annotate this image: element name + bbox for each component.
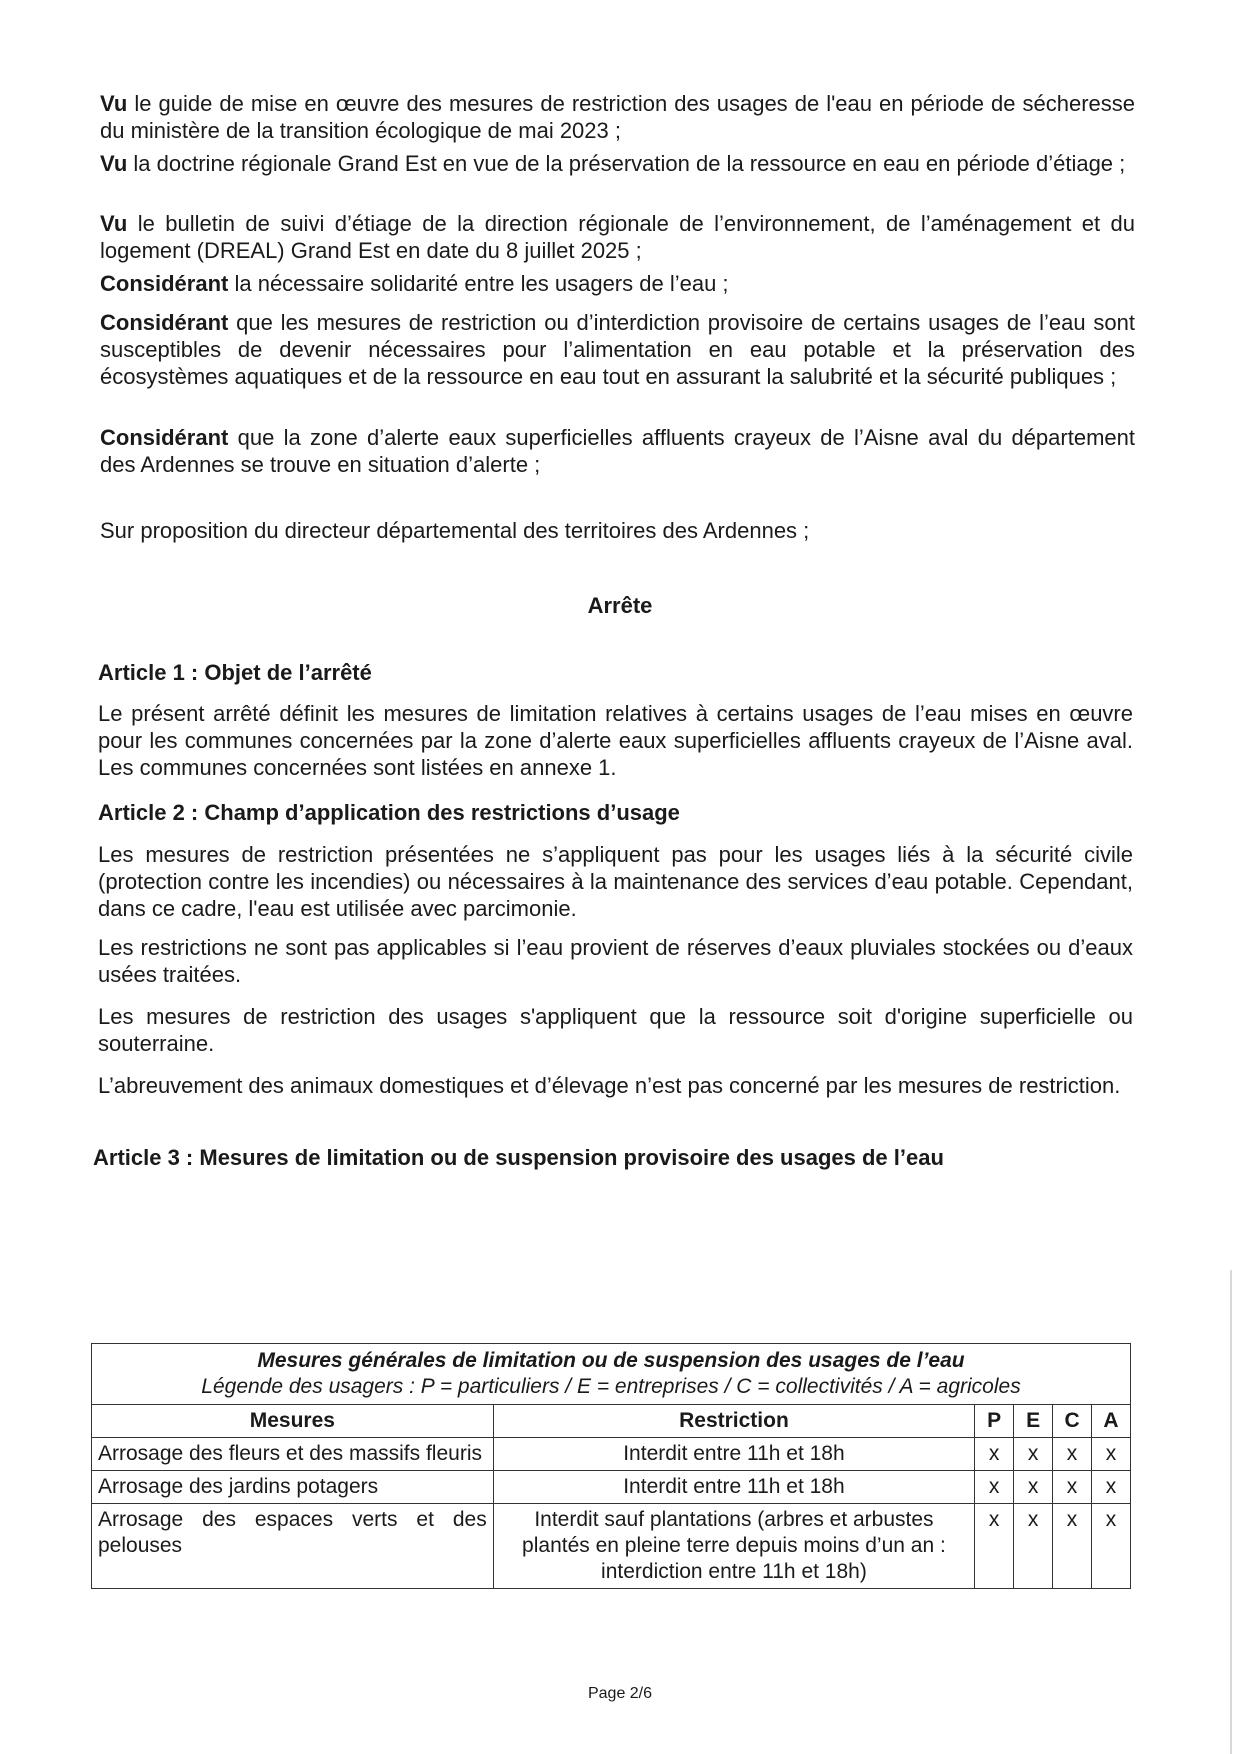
flag-p-cell: x xyxy=(975,1438,1014,1471)
clause-keyword: Vu xyxy=(100,151,128,176)
flag-e-cell: x xyxy=(1014,1471,1053,1504)
article-2-paragraph-4: L’abreuvement des animaux domestiques et d’élevage n’est pas concerné par les mesures de restriction. xyxy=(98,1073,1121,1098)
restriction-cell: Interdit sauf plantations (arbres et arbustes plantés en pleine terre depuis moins d’un an : interdiction entre 11h et 18h) xyxy=(493,1504,974,1589)
clause-keyword: Vu xyxy=(100,211,128,236)
clause-keyword: Considérant xyxy=(100,310,229,335)
clause-text: la nécessaire solidarité entre les usagers de l’eau ; xyxy=(228,271,729,296)
table-caption-row xyxy=(92,1344,1131,1405)
article-3-title: Article 3 : Mesures de limitation ou de suspension provisoire des usages de l’eau xyxy=(93,1145,944,1170)
table-caption-title: Mesures générales de limitation ou de suspension des usages de l’eau xyxy=(257,1349,965,1372)
restriction-cell: Interdit entre 11h et 18h xyxy=(493,1438,974,1471)
flag-p-cell: x xyxy=(975,1504,1014,1589)
mesure-cell: Arrosage des fleurs et des massifs fleuris xyxy=(92,1438,494,1471)
table-row xyxy=(92,1471,1131,1504)
restrictions-table xyxy=(91,1343,1131,1589)
flag-c-cell: x xyxy=(1053,1438,1092,1471)
flag-a-cell: x xyxy=(1092,1504,1131,1589)
considerant-clause-1 xyxy=(100,270,1135,297)
column-header-c: C xyxy=(1053,1405,1092,1438)
column-header-mesures: Mesures xyxy=(92,1405,494,1438)
vu-clause-3 xyxy=(100,210,1135,264)
flag-c-cell: x xyxy=(1053,1471,1092,1504)
mesure-cell: Arrosage des espaces verts et des pelouses xyxy=(92,1504,494,1589)
article-2-title: Article 2 : Champ d’application des restrictions d’usage xyxy=(98,800,680,825)
clause-text: le bulletin de suivi d’étiage de la direction régionale de l’environnement, de l’aménagement et du logement (DREAL) Grand Est en date du 8 juillet 2025 ; xyxy=(100,211,1135,263)
article-2-paragraph-3: Les mesures de restriction des usages s'appliquent que la ressource soit d'origine superficielle ou souterraine. xyxy=(98,1004,1133,1056)
clause-keyword: Considérant xyxy=(100,271,229,296)
clause-text: le guide de mise en œuvre des mesures de restriction des usages de l'eau en période de sécheresse du ministère de la transition écologique de mai 2023 ; xyxy=(100,91,1135,143)
article-2-paragraph-1: Les mesures de restriction présentées ne s’appliquent pas pour les usages liés à la sécurité civile (protection contre les incendies) ou nécessaires à la maintenance des services d’eau potable. Cependant, dans ce cadre, l'eau est utilisée avec parcimonie. xyxy=(98,842,1133,921)
restriction-cell: Interdit entre 11h et 18h xyxy=(493,1471,974,1504)
table-caption xyxy=(92,1344,1131,1405)
clause-text: que la zone d’alerte eaux superficielles affluents crayeux de l’Aisne aval du département des Ardennes se trouve en situation d’alerte ; xyxy=(100,425,1135,477)
article-2-paragraph-2: Les restrictions ne sont pas applicables si l’eau provient de réserves d’eaux pluviales stockées ou d’eaux usées traitées. xyxy=(98,935,1133,987)
clause-keyword: Considérant xyxy=(100,425,229,450)
flag-e-cell: x xyxy=(1014,1438,1053,1471)
table-header-row xyxy=(92,1405,1131,1438)
page-number: Page 2/6 xyxy=(587,1685,653,1702)
table-row xyxy=(92,1504,1131,1589)
arrete-heading: Arrête xyxy=(587,593,653,618)
scan-edge-line xyxy=(1230,1270,1232,1754)
flag-a-cell: x xyxy=(1092,1471,1131,1504)
flag-a-cell: x xyxy=(1092,1438,1131,1471)
vu-clause-2 xyxy=(100,150,1135,177)
considerant-clause-3 xyxy=(100,424,1135,478)
vu-clause-1 xyxy=(100,90,1135,144)
column-header-e: E xyxy=(1014,1405,1053,1438)
article-1-text: Le présent arrêté définit les mesures de limitation relatives à certains usages de l’eau mises en œuvre pour les communes concernées par la zone d’alerte eaux superficielles affluents crayeux de l’Aisne aval. Les communes concernées sont listées en annexe 1. xyxy=(98,701,1133,780)
column-header-a: A xyxy=(1092,1405,1131,1438)
flag-p-cell: x xyxy=(975,1471,1014,1504)
flag-e-cell: x xyxy=(1014,1504,1053,1589)
mesure-cell: Arrosage des jardins potagers xyxy=(92,1471,494,1504)
column-header-restriction: Restriction xyxy=(493,1405,974,1438)
flag-c-cell: x xyxy=(1053,1504,1092,1589)
clause-text: que les mesures de restriction ou d’interdiction provisoire de certains usages de l’eau sont susceptibles de devenir nécessaires pour l’alimentation en eau potable et la préservation des écosystèmes aquatiques et de la ressource en eau tout en assurant la salubrité et la sécurité publiques ; xyxy=(100,310,1135,389)
article-1-title: Article 1 : Objet de l’arrêté xyxy=(98,660,372,685)
clause-keyword: Vu xyxy=(100,91,128,116)
considerant-clause-2 xyxy=(100,309,1135,390)
table-row xyxy=(92,1438,1131,1471)
proposition-text: Sur proposition du directeur départemental des territoires des Ardennes ; xyxy=(100,518,810,543)
table-caption-legend: Légende des usagers : P = particuliers / E = entreprises / C = collectivités / A = agricoles xyxy=(201,1375,1021,1398)
column-header-p: P xyxy=(975,1405,1014,1438)
clause-text: la doctrine régionale Grand Est en vue de la préservation de la ressource en eau en période d’étiage ; xyxy=(127,151,1126,176)
